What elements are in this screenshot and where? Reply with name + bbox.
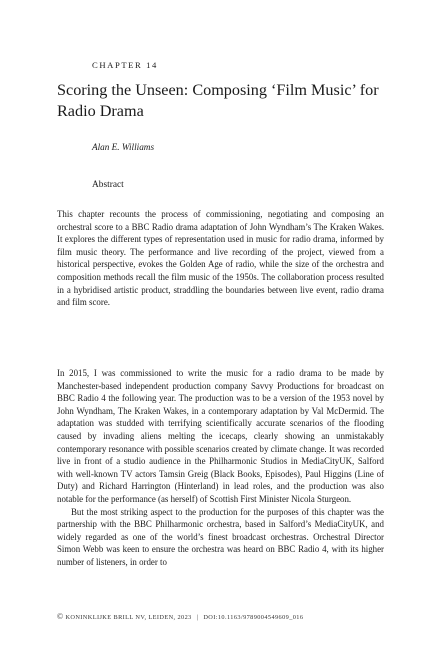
doi-text: DOI:10.1163/9789004549609_016 <box>203 614 304 621</box>
body-paragraph: But the most striking aspect to the production for the purposes of this chapter was the partnership with the BBC Philharmonic orchestra, based in Salford’s MediaCityUK, and widely regarded as one of the world’s finest broadcast orchestras. Orchestral Director Simon Webb was keen to ensure the orchestra was heard on BBC Radio 4, with its higher number of listeners, in order to <box>57 506 384 567</box>
chapter-title: Scoring the Unseen: Composing ‘Film Music’ for Radio Drama <box>57 81 379 120</box>
footer-separator: | <box>196 614 199 621</box>
body-paragraph: In 2015, I was commissioned to write the music for a radio drama to be made by Manchester-based independent production company Savvy Productions for broadcast on BBC Radio 4 the following year. The production was to be a version of the 1953 novel by John Wyndham, The Kraken Wakes, in a contemporary adaptation by Val McDermid. The adaptation was studded with terrifying scientifically accurate scenarios of the flooding caused by invading aliens melting the icecaps, clearly showing an unmistakably contemporary resonance with possible scenarios created by climate change. It was recorded live in front of a studio audience in the Philharmonic Studios in MediaCityUK, Salford with well-known TV actors Tamsin Greig (Black Books, Episodes), Paul Higgins (Line of Duty) and Richard Harrington (Hinterland) in lead roles, and the production was also notable for the performance (as herself) of Scottish First Minister Nicola Sturgeon. <box>57 368 384 504</box>
abstract-heading: Abstract <box>92 180 124 190</box>
author-name: Alan E. Williams <box>92 142 155 152</box>
page-footer <box>57 612 387 621</box>
body-text <box>57 367 384 569</box>
copyright-symbol: © <box>57 612 64 621</box>
abstract-text: This chapter recounts the process of commissioning, negotiating and composing an orchestral score to a BBC Radio drama adaptation of John Wyndham’s The Kraken Wakes. It explores the different types of representation used in music for radio drama, informed by film music theory. The performance and live recording of the project, viewed from a historical perspective, evokes the Golden Age of radio, while the size of the orchestra and composition methods recall the film music of the 1950s. The collaboration process resulted in a hybridised artistic product, straddling the boundaries between live event, radio drama and film score. <box>57 209 384 308</box>
chapter-label: CHAPTER 14 <box>92 60 158 70</box>
publisher-line: KONINKLIJKE BRILL NV, LEIDEN, 2023 <box>65 614 192 621</box>
